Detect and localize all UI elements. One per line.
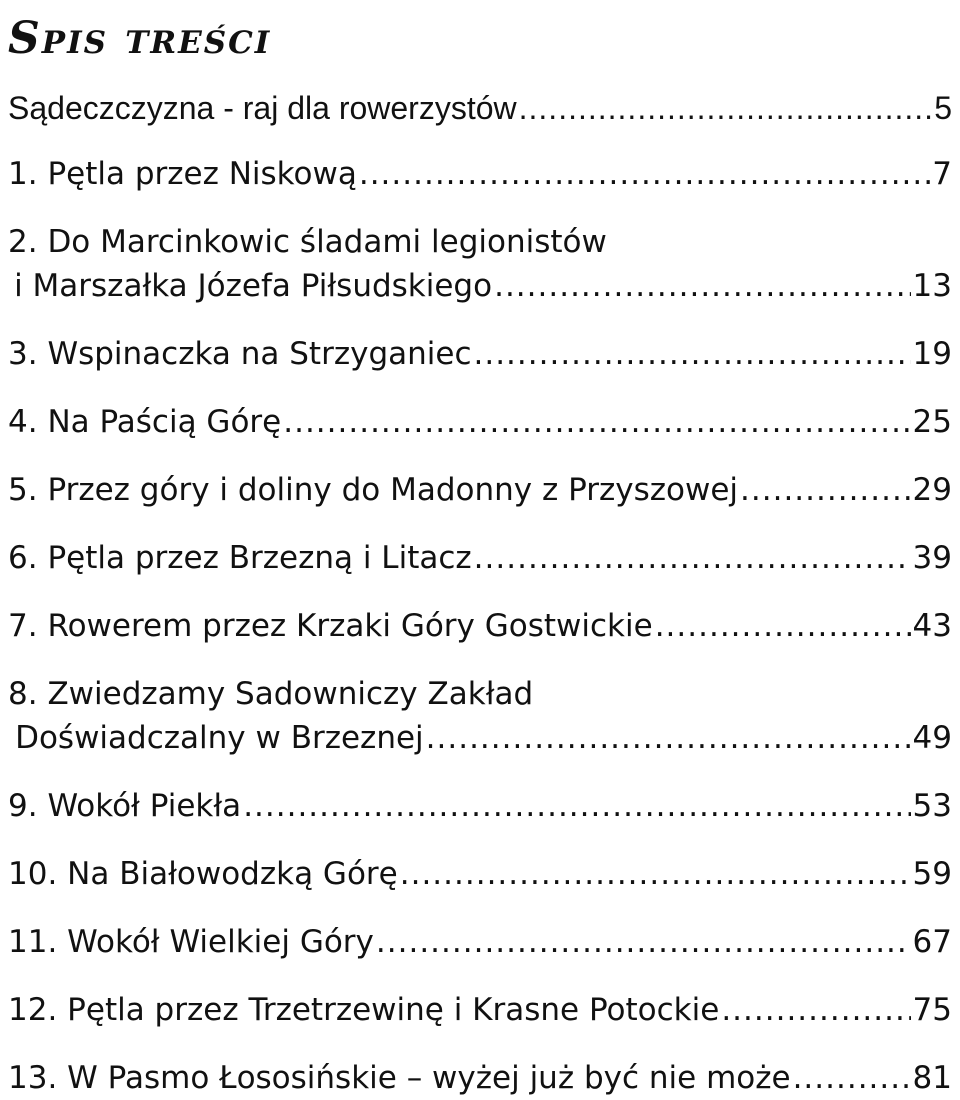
dot-leader [283,400,910,444]
entry-title: Na Białowodzką Górę [67,856,398,892]
entry-title: Sądeczczyzna - raj dla rowerzystów [8,90,517,126]
entry-page-number: 19 [912,336,952,372]
entry-title: Rowerem przez Krzaki Góry Gostwickie [47,608,653,644]
entry-page-number: 43 [912,608,952,644]
entry-page-number: 81 [912,1060,952,1096]
toc-entry-4[interactable] [8,400,952,444]
entry-page-number: 25 [912,404,952,440]
dot-leader [519,86,933,130]
toc-entry-9[interactable] [8,784,952,828]
entry-title-line-1: Zwiedzamy Sadowniczy Zakład [47,676,534,712]
dot-leader [474,332,911,376]
dot-leader [376,920,911,964]
toc-entry-10[interactable] [8,852,952,896]
toc-entry-7[interactable] [8,604,952,648]
dot-leader [243,784,910,828]
entry-title: Wokół Wielkiej Góry [67,924,374,960]
entry-number: 4. [8,404,38,440]
entry-number: 12. [8,992,58,1028]
entry-number: 10. [8,856,58,892]
entry-page-number: 75 [912,992,952,1028]
entry-page-number: 29 [912,472,952,508]
entry-page-number: 13 [912,268,952,304]
toc-entry-8[interactable] [8,672,952,760]
entry-number: 5. [8,472,38,508]
dot-leader [494,264,910,308]
entry-title-line-2: Doświadczalny w Brzeznej [15,720,424,756]
toc-entry-12[interactable] [8,988,952,1032]
entry-title: W Pasmo Łososińskie – wyżej już być nie może [67,1060,791,1096]
entry-number: 7. [8,608,38,644]
entry-page-number: 5 [934,90,952,126]
entry-number: 6. [8,540,38,576]
entry-page-number: 49 [912,720,952,756]
dot-leader [655,604,911,648]
dot-leader [721,988,910,1032]
entry-page-number: 39 [912,540,952,576]
entry-title-line-2: i Marszałka Józefa Piłsudskiego [14,268,493,304]
dot-leader [740,468,911,512]
entry-page-number: 53 [912,788,952,824]
toc-list [8,86,952,1100]
entry-title: Wspinaczka na Strzyganiec [47,336,472,372]
dot-leader [793,1056,911,1100]
dot-leader [359,152,930,196]
entry-number: 1. [8,156,38,192]
page-title: Spis treści [8,13,272,64]
entry-number: 13. [8,1060,58,1096]
entry-page-number: 67 [912,924,952,960]
entry-title: Wokół Piekła [47,788,242,824]
toc-entry-6[interactable] [8,536,952,580]
toc-entry-2[interactable] [8,220,952,308]
entry-page-number: 7 [932,156,952,192]
entry-title: Pętla przez Niskową [47,156,357,192]
entry-number: 3. [8,336,38,372]
entry-title: Pętla przez Trzetrzewinę i Krasne Potockie [67,992,720,1028]
toc-entry-11[interactable] [8,920,952,964]
entry-number: 9. [8,788,38,824]
dot-leader [400,852,911,896]
entry-title: Na Paścią Górę [47,404,282,440]
entry-title: Pętla przez Brzezną i Litacz [47,540,472,576]
dot-leader [426,716,911,760]
entry-number: 11. [8,924,58,960]
entry-number: 8. [8,676,38,712]
toc-entry-intro[interactable] [8,86,952,130]
dot-leader [474,536,911,580]
entry-title-line-1: Do Marcinkowic śladami legionistów [47,224,607,260]
toc-entry-5[interactable] [8,468,952,512]
entry-page-number: 59 [912,856,952,892]
toc-entry-1[interactable] [8,152,952,196]
entry-title: Przez góry i doliny do Madonny z Przyszowej [47,472,739,508]
toc-entry-3[interactable] [8,332,952,376]
entry-number: 2. [8,224,38,260]
toc-entry-13[interactable] [8,1056,952,1100]
